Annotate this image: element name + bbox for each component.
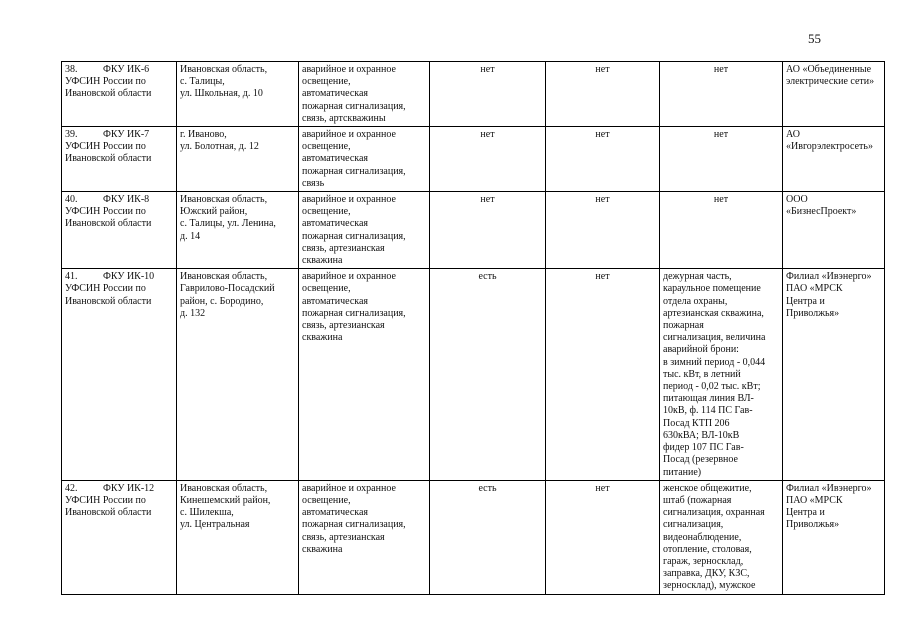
organization-line: Ивановской области — [65, 88, 152, 100]
cell-supplier — [783, 127, 885, 192]
col6-line: сигнализация, охранная — [663, 507, 765, 519]
systems-line: пожарная сигнализация, — [302, 165, 406, 177]
col6-line: питание) — [663, 466, 702, 478]
supplier-line: «БизнесПроект» — [786, 206, 857, 218]
table-row — [62, 192, 885, 269]
col6-line: Посад КТП 206 — [663, 417, 730, 429]
cell-col6 — [660, 62, 783, 127]
col6-line: штаб (пожарная — [663, 494, 732, 506]
col6-line: период - 0,02 тыс. кВт; — [663, 381, 761, 393]
cell-col6 — [660, 192, 783, 269]
supplier-line: «Ивгорэлектросеть» — [786, 141, 873, 153]
systems-line: связь, артскважины — [302, 112, 386, 124]
address-line: район, с. Бородино, — [180, 295, 264, 307]
systems-line: аварийное и охранное — [302, 482, 396, 494]
address-line: с. Талицы, — [180, 76, 225, 88]
organization-line: Ивановской области — [65, 295, 152, 307]
systems-line: связь, артезианская — [302, 320, 385, 332]
address-line: с. Талицы, ул. Ленина, — [180, 218, 276, 230]
systems-line: аварийное и охранное — [302, 129, 396, 141]
col6-line: тыс. кВт, в летний — [663, 368, 741, 380]
cell-supplier — [783, 192, 885, 269]
organization-name: ФКУ ИК-12 — [103, 482, 155, 494]
row-number: 40. — [65, 194, 78, 206]
col6-line: отопление, столовая, — [663, 543, 752, 555]
supplier-line: Центра и — [786, 295, 825, 307]
col6-line: зерносклад), мужское — [663, 580, 756, 592]
supplier-line: Филиал «Ивэнерго» — [786, 482, 872, 494]
systems-line: автоматическая — [302, 507, 369, 519]
systems-line: скважина — [302, 332, 343, 344]
cell-organization — [62, 192, 177, 269]
address-line: с. Шилекша, — [180, 507, 234, 519]
supplier-line: Приволжья» — [786, 307, 840, 319]
organization-name: ФКУ ИК-7 — [103, 129, 150, 141]
supplier-line: Филиал «Ивэнерго» — [786, 271, 872, 283]
col6-line: питающая линия ВЛ- — [663, 393, 754, 405]
systems-line: автоматическая — [302, 153, 369, 165]
address-line: ул. Центральная — [180, 519, 250, 531]
supplier-line: АО «Объединенные — [786, 64, 872, 75]
cell-col4: нет — [430, 127, 546, 192]
cell-supplier — [783, 269, 885, 480]
col6-line: нет — [713, 194, 729, 206]
systems-line: скважина — [302, 543, 343, 555]
supplier-line: ПАО «МРСК — [786, 494, 843, 506]
col6-line: дежурная часть, — [663, 271, 732, 283]
cell-systems — [299, 480, 430, 594]
organization-line: УФСИН России по — [65, 76, 146, 88]
cell-col6 — [660, 269, 783, 480]
systems-line: аварийное и охранное — [302, 271, 396, 283]
organization-line: УФСИН России по — [65, 494, 146, 506]
organization-line: Ивановской области — [65, 153, 152, 165]
supplier-line: АО — [786, 129, 800, 141]
address-line: Кинешемский район, — [180, 494, 271, 506]
data-table — [61, 61, 885, 595]
cell-col4: нет — [430, 192, 546, 269]
cell-col5: нет — [546, 269, 660, 480]
cell-address — [177, 127, 299, 192]
cell-col5: нет — [546, 62, 660, 127]
systems-line: автоматическая — [302, 295, 369, 307]
organization-name: ФКУ ИК-6 — [103, 64, 150, 75]
systems-line: пожарная сигнализация, — [302, 519, 406, 531]
address-line: д. 14 — [180, 230, 201, 242]
cell-systems — [299, 192, 430, 269]
organization-line: УФСИН России по — [65, 283, 146, 295]
col6-line: сигнализация, — [663, 519, 724, 531]
cell-address — [177, 269, 299, 480]
address-line: Ивановская область, — [180, 482, 268, 494]
cell-address — [177, 192, 299, 269]
systems-line: автоматическая — [302, 88, 369, 100]
systems-line: пожарная сигнализация, — [302, 100, 406, 112]
systems-line: пожарная сигнализация, — [302, 307, 406, 319]
systems-line: связь, артезианская — [302, 531, 385, 543]
cell-col4: есть — [430, 269, 546, 480]
address-line: ул. Школьная, д. 10 — [180, 88, 263, 100]
systems-line: аварийное и охранное — [302, 64, 396, 75]
supplier-line: Центра и — [786, 507, 825, 519]
col6-line: аварийной брони: — [663, 344, 739, 356]
address-line: Гаврилово-Посадский — [180, 283, 275, 295]
table-row — [62, 127, 885, 192]
cell-col5: нет — [546, 480, 660, 594]
cell-supplier — [783, 480, 885, 594]
row-number: 39. — [65, 129, 78, 141]
cell-organization — [62, 127, 177, 192]
col6-line: женское общежитие, — [663, 482, 752, 494]
address-line: г. Иваново, — [180, 129, 227, 141]
col6-line: артезианская скважина, — [663, 307, 764, 319]
supplier-line: ПАО «МРСК — [786, 283, 843, 295]
col6-line: 10кВ, ф. 114 ПС Гав- — [663, 405, 753, 417]
systems-line: освещение, — [302, 206, 351, 218]
systems-line: автоматическая — [302, 218, 369, 230]
cell-organization — [62, 480, 177, 594]
cell-col6 — [660, 127, 783, 192]
systems-line: связь, артезианская — [302, 242, 385, 254]
supplier-line: ООО — [786, 194, 808, 206]
organization-line: Ивановской области — [65, 507, 152, 519]
address-line: Ивановская область, — [180, 271, 268, 283]
col6-line: заправка, ДКУ, КЗС, — [663, 568, 750, 580]
table-row — [62, 269, 885, 480]
address-line: ул. Болотная, д. 12 — [180, 141, 259, 153]
table-row — [62, 480, 885, 594]
systems-line: пожарная сигнализация, — [302, 230, 406, 242]
organization-name: ФКУ ИК-8 — [103, 194, 150, 206]
row-number: 38. — [65, 64, 78, 75]
cell-address — [177, 480, 299, 594]
cell-systems — [299, 269, 430, 480]
cell-col4: нет — [430, 62, 546, 127]
systems-line: освещение, — [302, 76, 351, 88]
row-number: 41. — [65, 271, 78, 283]
col6-line: нет — [713, 129, 729, 141]
cell-col6 — [660, 480, 783, 594]
organization-line: Ивановской области — [65, 218, 152, 230]
address-line: Ивановская область, — [180, 64, 268, 75]
cell-address — [177, 62, 299, 127]
cell-systems — [299, 127, 430, 192]
organization-name: ФКУ ИК-10 — [103, 271, 155, 283]
systems-line: освещение, — [302, 494, 351, 506]
col6-line: 630кВА; ВЛ-10кВ — [663, 429, 740, 441]
col6-line: гараж, зерносклад, — [663, 555, 744, 567]
page-number: 55 — [808, 31, 821, 46]
systems-line: освещение, — [302, 283, 351, 295]
cell-supplier — [783, 62, 885, 127]
col6-line: Посад (резервное — [663, 454, 738, 466]
cell-organization — [62, 269, 177, 480]
col6-line: видеонаблюдение, — [663, 531, 742, 543]
systems-line: скважина — [302, 255, 343, 267]
table-row — [62, 62, 885, 127]
systems-line: связь — [302, 177, 325, 189]
cell-col4: есть — [430, 480, 546, 594]
address-line: Ивановская область, — [180, 194, 268, 206]
address-line: д. 132 — [180, 307, 206, 319]
col6-line: пожарная — [663, 320, 704, 332]
col6-line: нет — [713, 64, 729, 75]
cell-systems — [299, 62, 430, 127]
cell-organization — [62, 62, 177, 127]
organization-line: УФСИН России по — [65, 206, 146, 218]
col6-line: в зимний период - 0,044 — [663, 356, 766, 368]
col6-line: отдела охраны, — [663, 295, 728, 307]
cell-col5: нет — [546, 127, 660, 192]
supplier-line: Приволжья» — [786, 519, 840, 531]
supplier-line: электрические сети» — [786, 76, 875, 88]
row-number: 42. — [65, 482, 78, 494]
systems-line: освещение, — [302, 141, 351, 153]
col6-line: караульное помещение — [663, 283, 761, 295]
cell-col5: нет — [546, 192, 660, 269]
address-line: Южский район, — [180, 206, 248, 218]
col6-line: фидер 107 ПС Гав- — [663, 442, 744, 454]
organization-line: УФСИН России по — [65, 141, 146, 153]
systems-line: аварийное и охранное — [302, 194, 396, 206]
col6-line: сигнализация, величина — [663, 332, 766, 344]
